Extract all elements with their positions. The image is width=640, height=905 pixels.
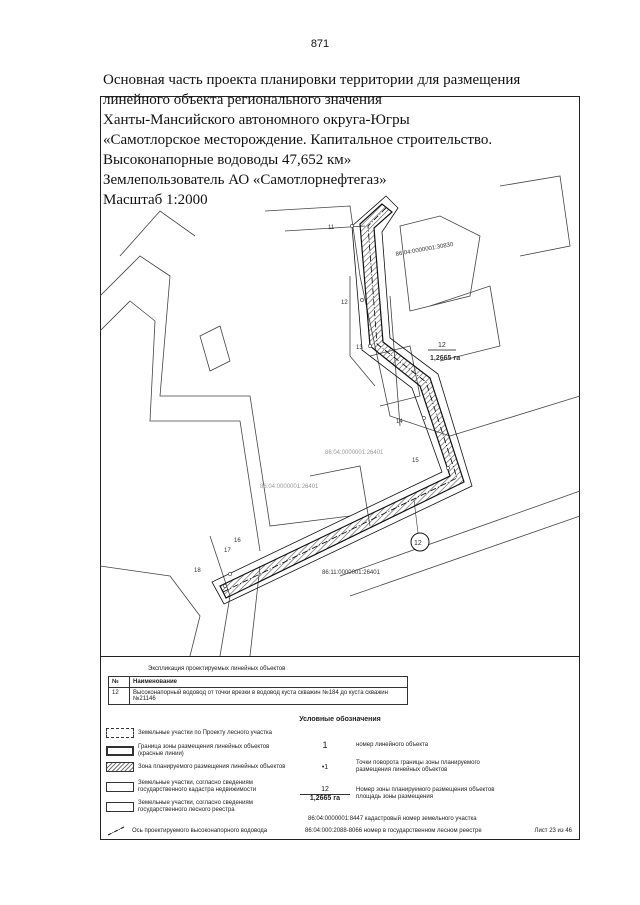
title-line: линейного объекта регионального значения [103,92,382,108]
legend-area [100,656,580,840]
page-number: 871 [310,38,330,50]
legend-text: Номер зоны планируемого размещения объектов площадь зоны размещения [356,787,495,800]
legend-text: Ось проектируемого высоконапорного водовода [132,827,268,834]
legend-text: Зона планируемого размещения линейных объектов [138,763,286,770]
axis-symbol [106,826,126,836]
legend-text: Точки поворота границы зоны планируемого размещения линейных объектов [356,760,480,773]
point-label: 16 [234,538,241,544]
glr-parcel-symbol [106,802,134,812]
map-area [100,96,580,656]
gkn-parcel-symbol [106,782,134,792]
table-cell: 12 [109,688,130,705]
point-label: 18 [194,568,201,574]
forest-parcel-symbol [106,728,134,738]
table-header-row [109,677,408,688]
point-label: 13 [356,345,363,351]
callout-number: 12 [414,540,422,547]
explication-table [108,676,408,705]
zone-number: 12 [438,342,446,349]
point-label: 11 [328,225,335,231]
legend-text: Граница зоны размещения линейных объектов (красные линии) [138,744,270,757]
point-label: 15 [412,458,419,464]
point-label: 14 [396,419,403,425]
legend-text: номер линейного объекта [356,741,429,748]
faded-label: 86:04:0000001:26401 [325,450,384,456]
table-row [109,688,408,705]
table-cell: Высоконапорный водовод от точки врезки в водовод куста скважин №184 до куста скважин №21146 [130,688,408,705]
legend-divider [100,656,580,657]
title-line: Ханты-Мансийского автономного округа-Югры [103,112,410,128]
parcel-lines [100,176,580,656]
cadastral-example: 86:04:0000001:8447 кадастровый номер земельного участка [308,816,477,822]
explication-title: Экспликация проектируемых линейных объектов [148,666,286,672]
map-drawing [100,96,580,656]
legend-item [300,760,496,774]
legend-item [106,728,288,738]
zone-symbol-number: 12 [300,786,350,795]
legend-text: Земельные участки, согласно сведениям государственного кадастра недвижимости [138,780,257,793]
cadastral-label: 86:11:0000001:26401 [322,570,380,576]
table-header: Наименование [130,677,408,688]
cadastral-label: 86:04:0000001:30830 [395,241,454,258]
forest-registry-example: 86:04:000:2088-8066 номер в государственном лесном реестре [305,828,482,834]
legend-item [106,800,288,814]
legend-item [106,762,288,772]
zone-label-symbol [300,786,350,802]
legend-item [106,744,288,758]
legend-text: Земельные участки по Проекту лесного участка [138,729,272,736]
point-label: 17 [224,548,231,554]
object-number-symbol: 1 [322,740,328,750]
title-line: «Самотлорское месторождение. Капитальное строительство. [103,132,493,148]
zone-symbol-area: 1,2665 га [309,795,341,802]
sheet-label: Лист 23 из 46 [534,828,572,834]
title-line: Землепользователь АО «Самотлорнефтегаз» [103,172,387,188]
title-line: Основная часть проекта планировки территории для размещения [103,72,521,88]
zone-area: 1,2665 га [430,355,461,362]
legend-item [300,740,496,750]
turn-point-symbol: •1 [321,763,329,771]
title-line: Масштаб 1:2000 [103,192,208,208]
point-label: 12 [341,300,348,306]
table-header: № [109,677,130,688]
legend-item [106,780,288,794]
legend-item [106,826,312,836]
red-line-symbol [106,746,134,756]
legend-text: Земельные участки, согласно сведениям государственного лесного реестра [138,800,253,813]
faded-label: 86:04:0000001:26401 [260,484,319,490]
legend-title: Условные обозначения [299,716,381,723]
hatch-symbol [106,762,134,772]
title-line: Высоконапорные водоводы 47,652 км» [103,152,352,168]
legend-item [300,786,496,802]
